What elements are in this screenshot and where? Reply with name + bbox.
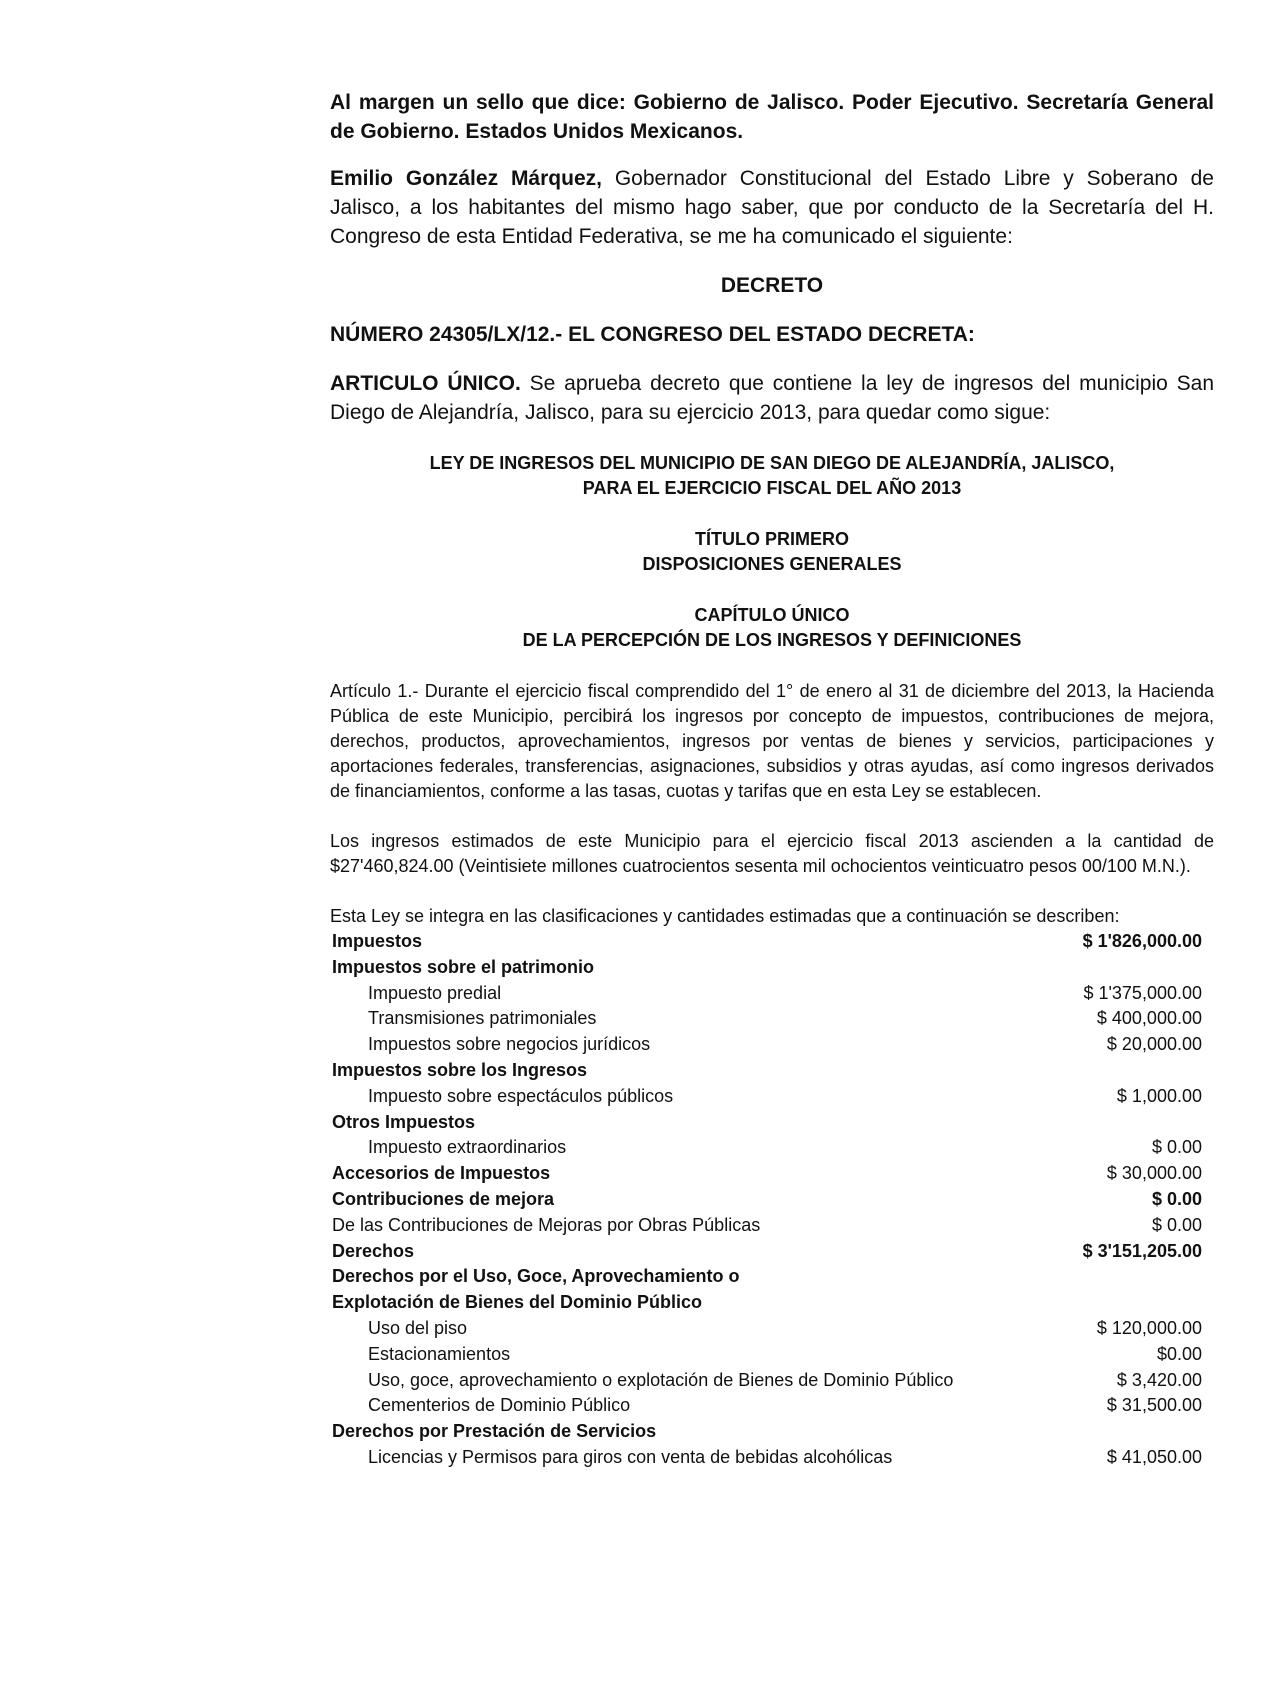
articulo-1: Artículo 1.- Durante el ejercicio fiscal comprendido del 1° de enero al 31 de diciembre del 2013, la Hacienda Pública de este Municipio, percibirá los ingresos por concepto de impuestos, contribuciones de mejora, derechos, productos, aprovechamientos, ingresos por ventas de bienes y servicios, participaciones y aportaciones federales, transferencias, asignaciones, subsidios y otras ayudas, así como ingresos derivados de financiamientos, conforme a las tasas, cuotas y tarifas que en esta Ley se establecen.	[330, 681, 1214, 801]
row-amount: $ 400,000.00	[1096, 1008, 1202, 1029]
income-table	[332, 929, 1202, 1471]
table-row	[332, 1084, 1202, 1110]
capitulo-line1: CAPÍTULO ÚNICO	[694, 605, 850, 625]
law-title-line2: PARA EL EJERCICIO FISCAL DEL AÑO 2013	[582, 478, 962, 498]
row-amount	[1012, 1110, 1202, 1136]
law-title	[330, 451, 1214, 501]
row-label: De las Contribuciones de Mejoras por Obras Públicas	[332, 1214, 761, 1235]
row-amount: $ 0.00	[1151, 1214, 1202, 1235]
titulo-heading	[330, 527, 1214, 577]
table-row	[332, 1110, 1202, 1136]
row-label: Otros Impuestos	[332, 1111, 476, 1132]
row-label: Cementerios de Dominio Público	[368, 1395, 631, 1416]
estimated-income: Los ingresos estimados de este Municipio para el ejercicio fiscal 2013 ascienden a la cantidad de $27'460,824.00 (Veintisiete millones cuatrocientos sesenta mil ochocientos veinticuatro pesos 00/100 M.N.).	[330, 831, 1214, 876]
table-row	[332, 1368, 1202, 1394]
governor-text: Gobernador Constitucional del Estado Libre y Soberano de Jalisco, a los habitantes del mismo hago saber, que por conducto de la Secretaría del H. Congreso de esta Entidad Federativa, se me ha comunicado el siguiente:	[330, 167, 1214, 248]
row-label: Uso, goce, aprovechamiento o explotación de Bienes de Dominio Público	[368, 1369, 954, 1390]
decreto-number: NÚMERO 24305/LX/12.- EL CONGRESO DEL ESTADO DECRETA:	[330, 323, 975, 346]
row-amount: $ 31,500.00	[1106, 1395, 1202, 1416]
titulo-line2: DISPOSICIONES GENERALES	[642, 554, 902, 574]
row-label: Impuestos	[332, 931, 423, 951]
row-label: Impuestos sobre los Ingresos	[332, 1059, 588, 1080]
row-label: Estacionamientos	[368, 1343, 511, 1364]
row-amount: $ 30,000.00	[1106, 1163, 1202, 1184]
law-title-line1: LEY DE INGRESOS DEL MUNICIPIO DE SAN DIEGO DE ALEJANDRÍA, JALISCO,	[429, 453, 1115, 473]
table-row	[332, 955, 1202, 981]
governor-name: Emilio González Márquez,	[330, 167, 602, 190]
row-amount	[1012, 1058, 1202, 1084]
row-amount: $ 20,000.00	[1106, 1034, 1202, 1055]
row-label: Derechos por Prestación de Servicios	[332, 1421, 657, 1442]
table-row	[332, 1187, 1202, 1213]
table-row	[332, 1135, 1202, 1161]
row-amount: $ 1,000.00	[1116, 1085, 1202, 1106]
row-label: Impuestos sobre el patrimonio	[332, 956, 595, 977]
row-amount: $ 41,050.00	[1106, 1446, 1202, 1467]
table-row	[332, 1058, 1202, 1084]
row-amount	[1012, 1419, 1202, 1445]
capitulo-heading	[330, 603, 1214, 653]
table-row	[332, 1161, 1202, 1187]
articulo-unico	[330, 369, 1214, 427]
row-amount: $ 3'151,205.00	[1082, 1240, 1202, 1261]
table-row	[332, 929, 1202, 955]
row-label: Accesorios de Impuestos	[332, 1163, 551, 1184]
row-amount: $ 1'826,000.00	[1082, 931, 1202, 951]
table-row	[332, 1264, 1202, 1316]
row-amount: $0.00	[1156, 1343, 1202, 1364]
seal-note: Al margen un sello que dice: Gobierno de Jalisco. Poder Ejecutivo. Secretaría General de Gobierno. Estados Unidos Mexicanos.	[330, 91, 1214, 143]
table-row	[332, 1393, 1202, 1419]
document-page	[330, 88, 1214, 1471]
table-row	[332, 1316, 1202, 1342]
table-row	[332, 1419, 1202, 1445]
row-amount	[1012, 955, 1202, 981]
table-row	[332, 1213, 1202, 1239]
row-label: Derechos por el Uso, Goce, Aprovechamiento o Explotación de Bienes del Dominio Público	[332, 1266, 740, 1313]
row-label: Impuesto extraordinarios	[368, 1137, 567, 1158]
governor-paragraph	[330, 164, 1214, 251]
row-amount: $ 0.00	[1151, 1188, 1202, 1209]
row-label: Uso del piso	[368, 1317, 468, 1338]
table-row	[332, 1239, 1202, 1265]
row-amount: $ 3,420.00	[1116, 1369, 1202, 1390]
row-amount: $ 120,000.00	[1096, 1317, 1202, 1338]
row-label: Impuesto predial	[368, 982, 502, 1003]
table-row	[332, 1032, 1202, 1058]
row-amount: $ 0.00	[1151, 1137, 1202, 1158]
row-amount: $ 1'375,000.00	[1083, 982, 1202, 1003]
row-amount	[1012, 1264, 1202, 1316]
articulo-unico-text: Se aprueba decreto que contiene la ley de ingresos del municipio San Diego de Alejandría, Jalisco, para su ejercicio 2013, para quedar como sigue:	[330, 372, 1215, 424]
decreto-title: DECRETO	[720, 274, 824, 297]
row-label: Impuesto sobre espectáculos públicos	[368, 1085, 674, 1106]
row-label: Licencias y Permisos para giros con venta de bebidas alcohólicas	[368, 1446, 893, 1467]
classification-intro: Esta Ley se integra en las clasificaciones y cantidades estimadas que a continuación se describen:	[330, 906, 1120, 926]
capitulo-line2: DE LA PERCEPCIÓN DE LOS INGRESOS Y DEFINICIONES	[522, 630, 1022, 650]
articulo-unico-label: ARTICULO ÚNICO.	[330, 372, 521, 395]
row-label: Impuestos sobre negocios jurídicos	[368, 1034, 651, 1055]
row-label: Derechos	[332, 1240, 415, 1261]
table-row	[332, 1006, 1202, 1032]
table-row	[332, 981, 1202, 1007]
row-label: Transmisiones patrimoniales	[368, 1008, 597, 1029]
table-row	[332, 1342, 1202, 1368]
table-row	[332, 1445, 1202, 1471]
titulo-line1: TÍTULO PRIMERO	[695, 529, 849, 549]
row-label: Contribuciones de mejora	[332, 1188, 555, 1209]
